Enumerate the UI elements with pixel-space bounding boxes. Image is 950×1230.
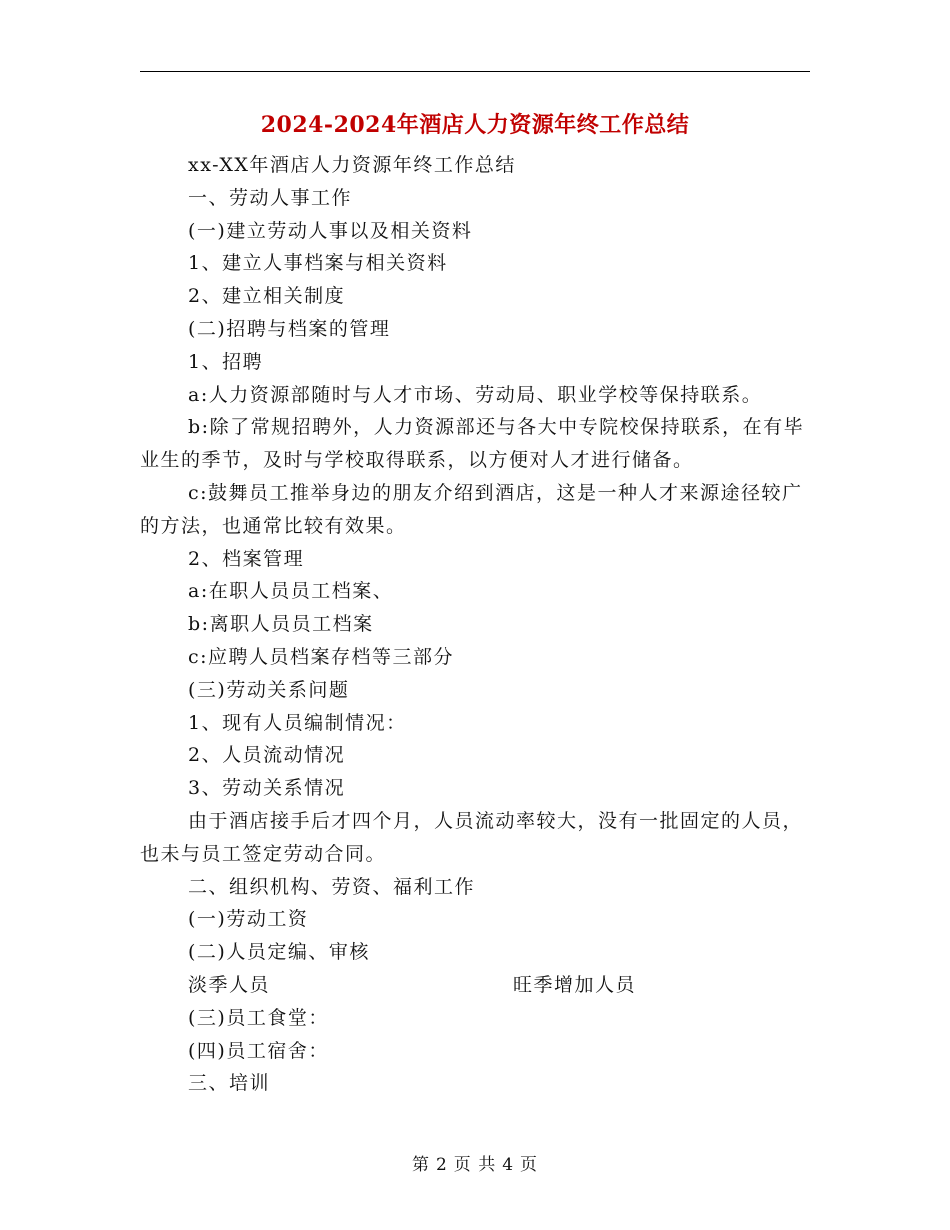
body-line: 2、档案管理 xyxy=(188,547,305,570)
footer-prefix: 第 xyxy=(411,1155,430,1175)
subsection-heading: (一)劳动工资 xyxy=(188,908,309,931)
subsection-heading: (二)招聘与档案的管理 xyxy=(188,317,391,340)
page-footer xyxy=(0,1152,950,1178)
page-number: 2 xyxy=(435,1155,448,1175)
body-line: c:应聘人员档案存档等三部分 xyxy=(188,645,455,668)
section-heading: 二、组织机构、劳资、福利工作 xyxy=(188,875,476,898)
body-paragraph: c:鼓舞员工推举身边的朋友介绍到酒店，这是一种人才来源途径较广的方法，也通常比较有效果。 xyxy=(140,481,803,537)
body-line: 1、招聘 xyxy=(188,350,264,373)
page-total: 4 xyxy=(502,1155,515,1175)
body-line: 1、建立人事档案与相关资料 xyxy=(188,252,448,275)
peak-season-label: 旺季增加人员 xyxy=(513,973,637,996)
body-line: xx-XX年酒店人力资源年终工作总结 xyxy=(188,154,516,176)
section-heading: 三、培训 xyxy=(188,1072,271,1095)
body-line: 2、建立相关制度 xyxy=(188,285,346,308)
body-line: 3、劳动关系情况 xyxy=(188,777,346,800)
staffing-row xyxy=(140,969,810,1002)
body-line: a:在职人员员工档案、 xyxy=(188,580,394,603)
subsection-heading: (一)建立劳动人事以及相关资料 xyxy=(188,219,473,242)
footer-mid: 页 共 xyxy=(453,1155,497,1175)
subsection-heading: (四)员工宿舍： xyxy=(188,1039,329,1062)
body-line: a:人力资源部随时与人才市场、劳动局、职业学校等保持联系。 xyxy=(188,383,763,406)
document-title: 2024-2024年酒店人力资源年终工作总结 xyxy=(260,112,690,138)
subsection-heading: (三)劳动关系问题 xyxy=(188,678,350,701)
body-paragraph: 由于酒店接手后才四个月，人员流动率较大，没有一批固定的人员，也未与员工签定劳动合同。 xyxy=(140,809,804,865)
body-line: 1、现有人员编制情况： xyxy=(188,711,407,734)
body-line: b:离职人员员工档案 xyxy=(188,613,374,636)
body-paragraph: b:除了常规招聘外，人力资源部还与各大中专院校保持联系，在有毕业生的季节，及时与学校取得联系，以方便对人才进行储备。 xyxy=(140,416,805,472)
document-body xyxy=(140,149,810,1100)
subsection-heading: (二)人员定编、审核 xyxy=(188,941,370,964)
footer-suffix: 页 xyxy=(520,1155,539,1175)
off-season-label: 淡季人员 xyxy=(188,973,271,996)
header-rule xyxy=(140,71,810,72)
subsection-heading: (三)员工食堂： xyxy=(188,1006,329,1029)
section-heading: 一、劳动人事工作 xyxy=(188,186,353,209)
body-line: 2、人员流动情况 xyxy=(188,744,346,767)
